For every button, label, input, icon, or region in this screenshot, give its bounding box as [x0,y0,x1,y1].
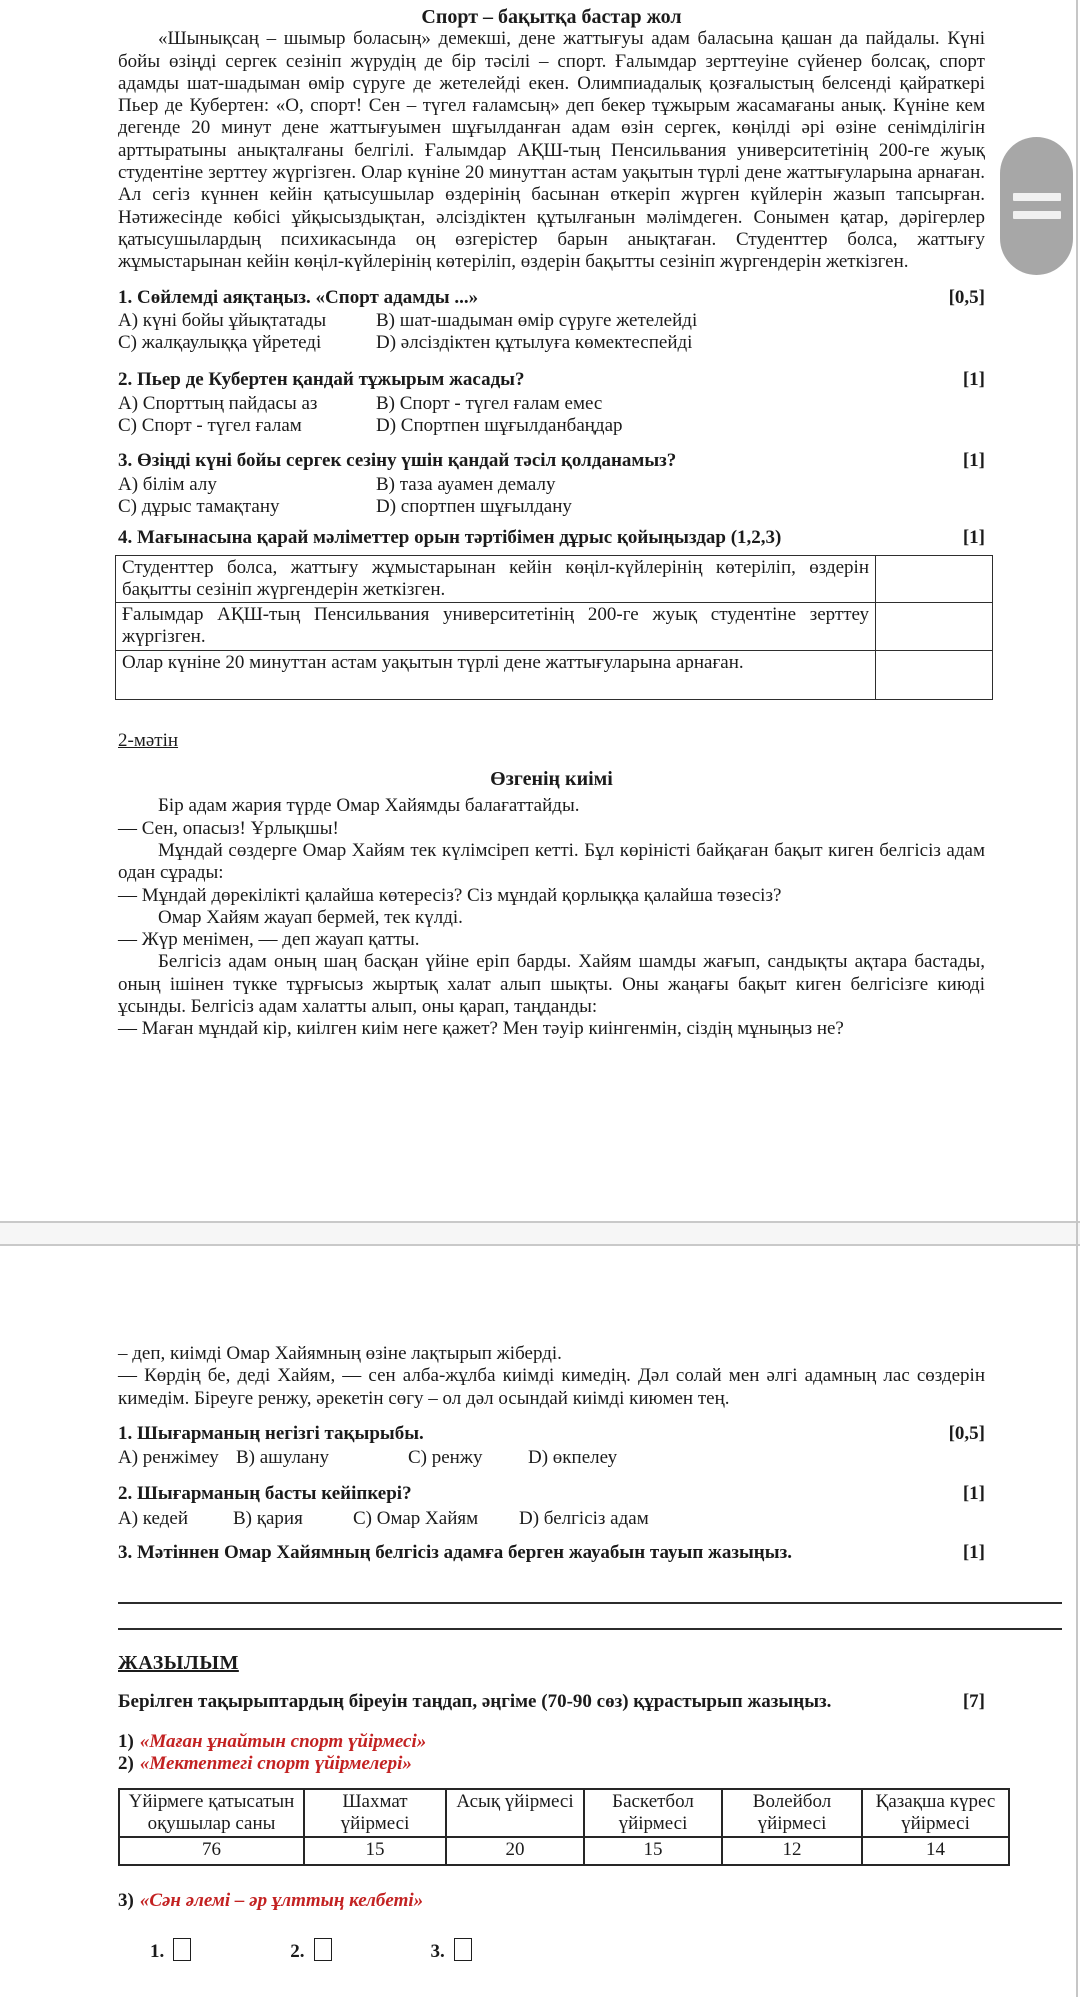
question-3 [118,1542,985,1564]
question-text: 4. Мағынасына қарай мәліметтер орын тәртібімен дұрыс қойыңыздар (1,2,3) [118,527,782,549]
question-1 [118,287,985,355]
answer-item [431,1938,472,1963]
question-mark: [1] [962,1542,985,1564]
question-mark: [1] [962,369,985,391]
option-c: С) Омар Хайям [353,1507,479,1529]
option-b: В) қария [233,1507,303,1529]
statement-cell: Олар күніне 20 минуттан астам уақытын түрлі дене жаттығуларына арнаған. [116,650,876,699]
answer-number: 2. [290,1940,305,1962]
topic-list [118,1731,985,1776]
story-text [118,795,985,1040]
question-mark: [1] [962,1483,985,1505]
column-header: Үйірмеге қатысатын оқушылар саны [119,1789,304,1837]
column-header: Шахмат үйірмесі [304,1789,446,1837]
question-mark: [0,5] [948,1422,985,1444]
question-text: 3. Өзіңді күні бойы сергек сезіну үшін қандай тәсіл қолданамыз? [118,450,677,472]
answer-line[interactable] [118,1578,1062,1604]
answer-cell[interactable] [876,555,993,603]
drag-handle-icon [1013,193,1061,201]
column-header: Қазақша күрес үйірмесі [862,1789,1009,1837]
question-text: 1. Сөйлемді аяқтаңыз. «Спорт адамды ...» [118,286,479,308]
answer-item [150,1938,191,1963]
option-c: С) ренжу [408,1447,483,1469]
table-values-row [119,1837,1009,1865]
page-title: Спорт – бақытқа бастар жол [421,6,682,28]
topic-2 [118,1753,985,1775]
question-3 [118,450,985,518]
question-1 [118,1423,985,1470]
story-paragraph: Омар Хайям жауап бермей, тек күлді. [158,906,463,928]
page-separator [0,1221,1080,1246]
intro-paragraph: «Шынықсаң – шымыр боласың» демекші, дене жаттығуы адам баласына қашан да пайдалы. Күні бойы өзіңді сергек сезініп жүрудің де бір тәсілі – спорт. Ғалымдар зерттеуіне сүйенер болсақ, спорт адамды шат-шадыман өмір сүруге де жетелейді екен. Олимпиадалық қозғалыстың белсенді қайраткері Пьер де Кубертен: «О, спорт! Сен – түгел ғаламсың» деп бекер тұжырым жасамағаны анық. Күніне кем дегенде 20 минут дене жаттығуымен шұғылданған адам өзін сергек, көңілді әрі өзіне сенімділігін арттыратыны анықталғаны белгілі. Ғалымдар АҚШ-тың Пенсильвания университетінің 200-ге жуық студентіне зерттеу жүргізген. Олар күніне 20 минуттан астам уақытын түрлі дене жаттығуларына арнаған. Ал сегіз күннен кейін қатысушылар өздерінің басынан өткеріп жүрген күйлерін жазып тапсырған. Нәтижесінде көбісі ұйқысыздықтан, әлсіздіктен құтылғанын мәлімдеген. Сонымен қатар, дәрігерлер қатысушылардың психикасында оң өзгерістер барын анықтаған. Студенттер болса, жаттығу жұмыстарынан кейін көңіл-күйлерінің көтеріліп, өздерін бақытты сезініп жүргендерін жеткізген. [118,28,985,273]
question-4 [118,527,985,549]
answer-item [290,1938,331,1963]
topic-title: «Маған ұнайтын спорт үйірмесі» [139,1730,427,1752]
statement-cell: Студенттер болса, жаттығу жұмыстарынан кейін көңіл-күйлерінің көтеріліп, өздерін бақытты сезініп жүргендерін жеткізген. [116,555,876,603]
value-cell: 76 [119,1837,304,1865]
answer-cell[interactable] [876,603,993,651]
question-text: 3. Мәтіннен Омар Хайямның белгісіз адамға берген жауабын тауып жазыңыз. [118,1542,792,1564]
option-d: D) спортпен шұғылдану [376,495,572,517]
option-a: А) Спорттың пайдасы аз [118,392,318,414]
clubs-table [118,1788,1010,1866]
question-2 [118,369,985,437]
topic-number: 3) [118,1889,134,1911]
scroll-handle-button[interactable] [1000,137,1073,275]
options [118,310,985,355]
question-text: 2. Пьер де Кубертен қандай тұжырым жасады? [118,369,525,391]
question-2 [118,1483,985,1530]
answer-checkbox[interactable] [454,1938,472,1961]
option-a: А) кедей [118,1507,189,1529]
question-text: 2. Шығарманың басты кейіпкері? [118,1483,412,1505]
story-text-continued [118,1343,985,1410]
story-paragraph: — Маған мұндай кір, киілген киім неге қажет? Мен тәуір киінгенмін, сіздің мұныңыз не? [118,1018,844,1040]
table-row [116,555,993,603]
table-row [116,650,993,699]
option-b: В) Спорт - түгел ғалам емес [376,392,603,414]
answer-checkbox[interactable] [173,1938,191,1961]
column-header: Баскетбол үйірмесі [584,1789,722,1837]
options [118,393,985,438]
story-title: Өзгенің киімі [490,768,613,791]
topic-1 [118,1731,985,1753]
written-answer-area [118,1578,985,1630]
story-paragraph: — Сен, опасыз! Ұрлықшы! [118,817,339,839]
option-d: D) әлсіздіктен құтылуға көмектеспейді [376,332,693,354]
instruction-text: Берілген тақырыптардың біреуін таңдап, әңгіме (70-90 сөз) құрастырып жазыңыз. [118,1690,832,1712]
value-cell: 12 [722,1837,862,1865]
story-paragraph: Мұндай сөздерге Омар Хайям тек күлімсіреп кетті. Бұл көріністі байқаған бақыт киген белгісіз адам одан сұрады: [118,839,985,884]
topic-number: 2) [118,1753,134,1775]
topic-title: «Сән әлемі – әр ұлттың келбеті» [139,1889,424,1911]
table-row [116,603,993,651]
column-header: Асық үйірмесі [446,1789,584,1837]
statement-cell: Ғалымдар АҚШ-тың Пенсильвания университетінің 200-ге жуық студентіне зерттеу жүргізген. [116,603,876,651]
question-mark: [1] [962,527,985,549]
option-a: А) білім алу [118,473,217,495]
writing-instruction [118,1691,985,1713]
option-b: В) шат-шадыман өмір сүруге жетелейді [376,309,698,331]
option-c: С) жалқаулыққа үйретеді [118,332,322,354]
answer-line[interactable] [118,1604,1062,1630]
topic-number: 1) [118,1730,134,1752]
option-a: А) ренжімеу [118,1447,219,1469]
drag-handle-icon [1013,211,1061,219]
text2-label: 2-мәтін [118,729,179,751]
value-cell: 14 [862,1837,1009,1865]
story-paragraph: Белгісіз адам оның шаң басқан үйіне еріп барды. Хайям шамды жағып, сандықты ақтара бастады, оның ішінен түкке тұрғысыз жыртық халат алып шықты. Оны жаңағы бақыт киген белгісізге киюді ұсынды. Белгісіз адам халатты алып, оны қарап, таңданды: [118,951,985,1017]
option-c: С) дұрыс тамақтану [118,495,280,517]
options [118,474,985,519]
topic-title: «Мектептегі спорт үйірмелері» [139,1753,412,1775]
story-paragraph: – деп, киімді Омар Хайямның өзіне лақтырып жіберді. [118,1343,562,1364]
question-mark: [7] [962,1690,985,1712]
option-d: D) белгісіз адам [519,1507,649,1529]
story-paragraph: Бір адам жария түрде Омар Хайямды балағаттайды. [158,795,580,817]
answer-checkbox-row [150,1938,985,1963]
answer-cell[interactable] [876,650,993,699]
viewport-right-border [1076,0,1078,1997]
story-paragraph: — Мұндай дөрекілікті қалайша көтересіз? Сіз мұндай қорлыққа қалайша төзесіз? [118,884,782,906]
options [118,1447,985,1469]
page-2 [0,1246,1080,1997]
column-header: Волейбол үйірмесі [722,1789,862,1837]
value-cell: 15 [304,1837,446,1865]
answer-checkbox[interactable] [314,1938,332,1961]
option-b: В) таза ауамен демалу [376,473,556,495]
value-cell: 20 [446,1837,584,1865]
option-a: А) күні бойы ұйықтатады [118,309,327,331]
writing-section-heading: ЖАЗЫЛЫМ [118,1652,239,1675]
answer-number: 1. [150,1940,165,1962]
ordering-table [115,555,993,700]
option-b: В) ашулану [236,1447,330,1469]
story-paragraph: — Көрдің бе, деді Хайям, — сен алба-жұлба киімді кимедің. Дәл солай мен әлгі адамның лас сөздерін кимедім. Біреуге ренжу, әрекетін сөгу – ол дәл осындай киімді киюмен тең. [118,1365,985,1409]
question-mark: [1] [962,450,985,472]
option-d: D) өкпелеу [528,1447,618,1469]
table-header-row [119,1789,1009,1837]
question-mark: [0,5] [948,286,985,308]
value-cell: 15 [584,1837,722,1865]
topic-3 [118,1890,985,1912]
question-text: 1. Шығарманың негізгі тақырыбы. [118,1422,424,1444]
answer-number: 3. [430,1940,445,1962]
option-d: D) Спортпен шұғылданбаңдар [376,415,623,437]
option-c: С) Спорт - түгел ғалам [118,415,302,437]
options [118,1508,985,1530]
story-paragraph: — Жүр менімен, — деп жауап қатты. [118,929,420,951]
